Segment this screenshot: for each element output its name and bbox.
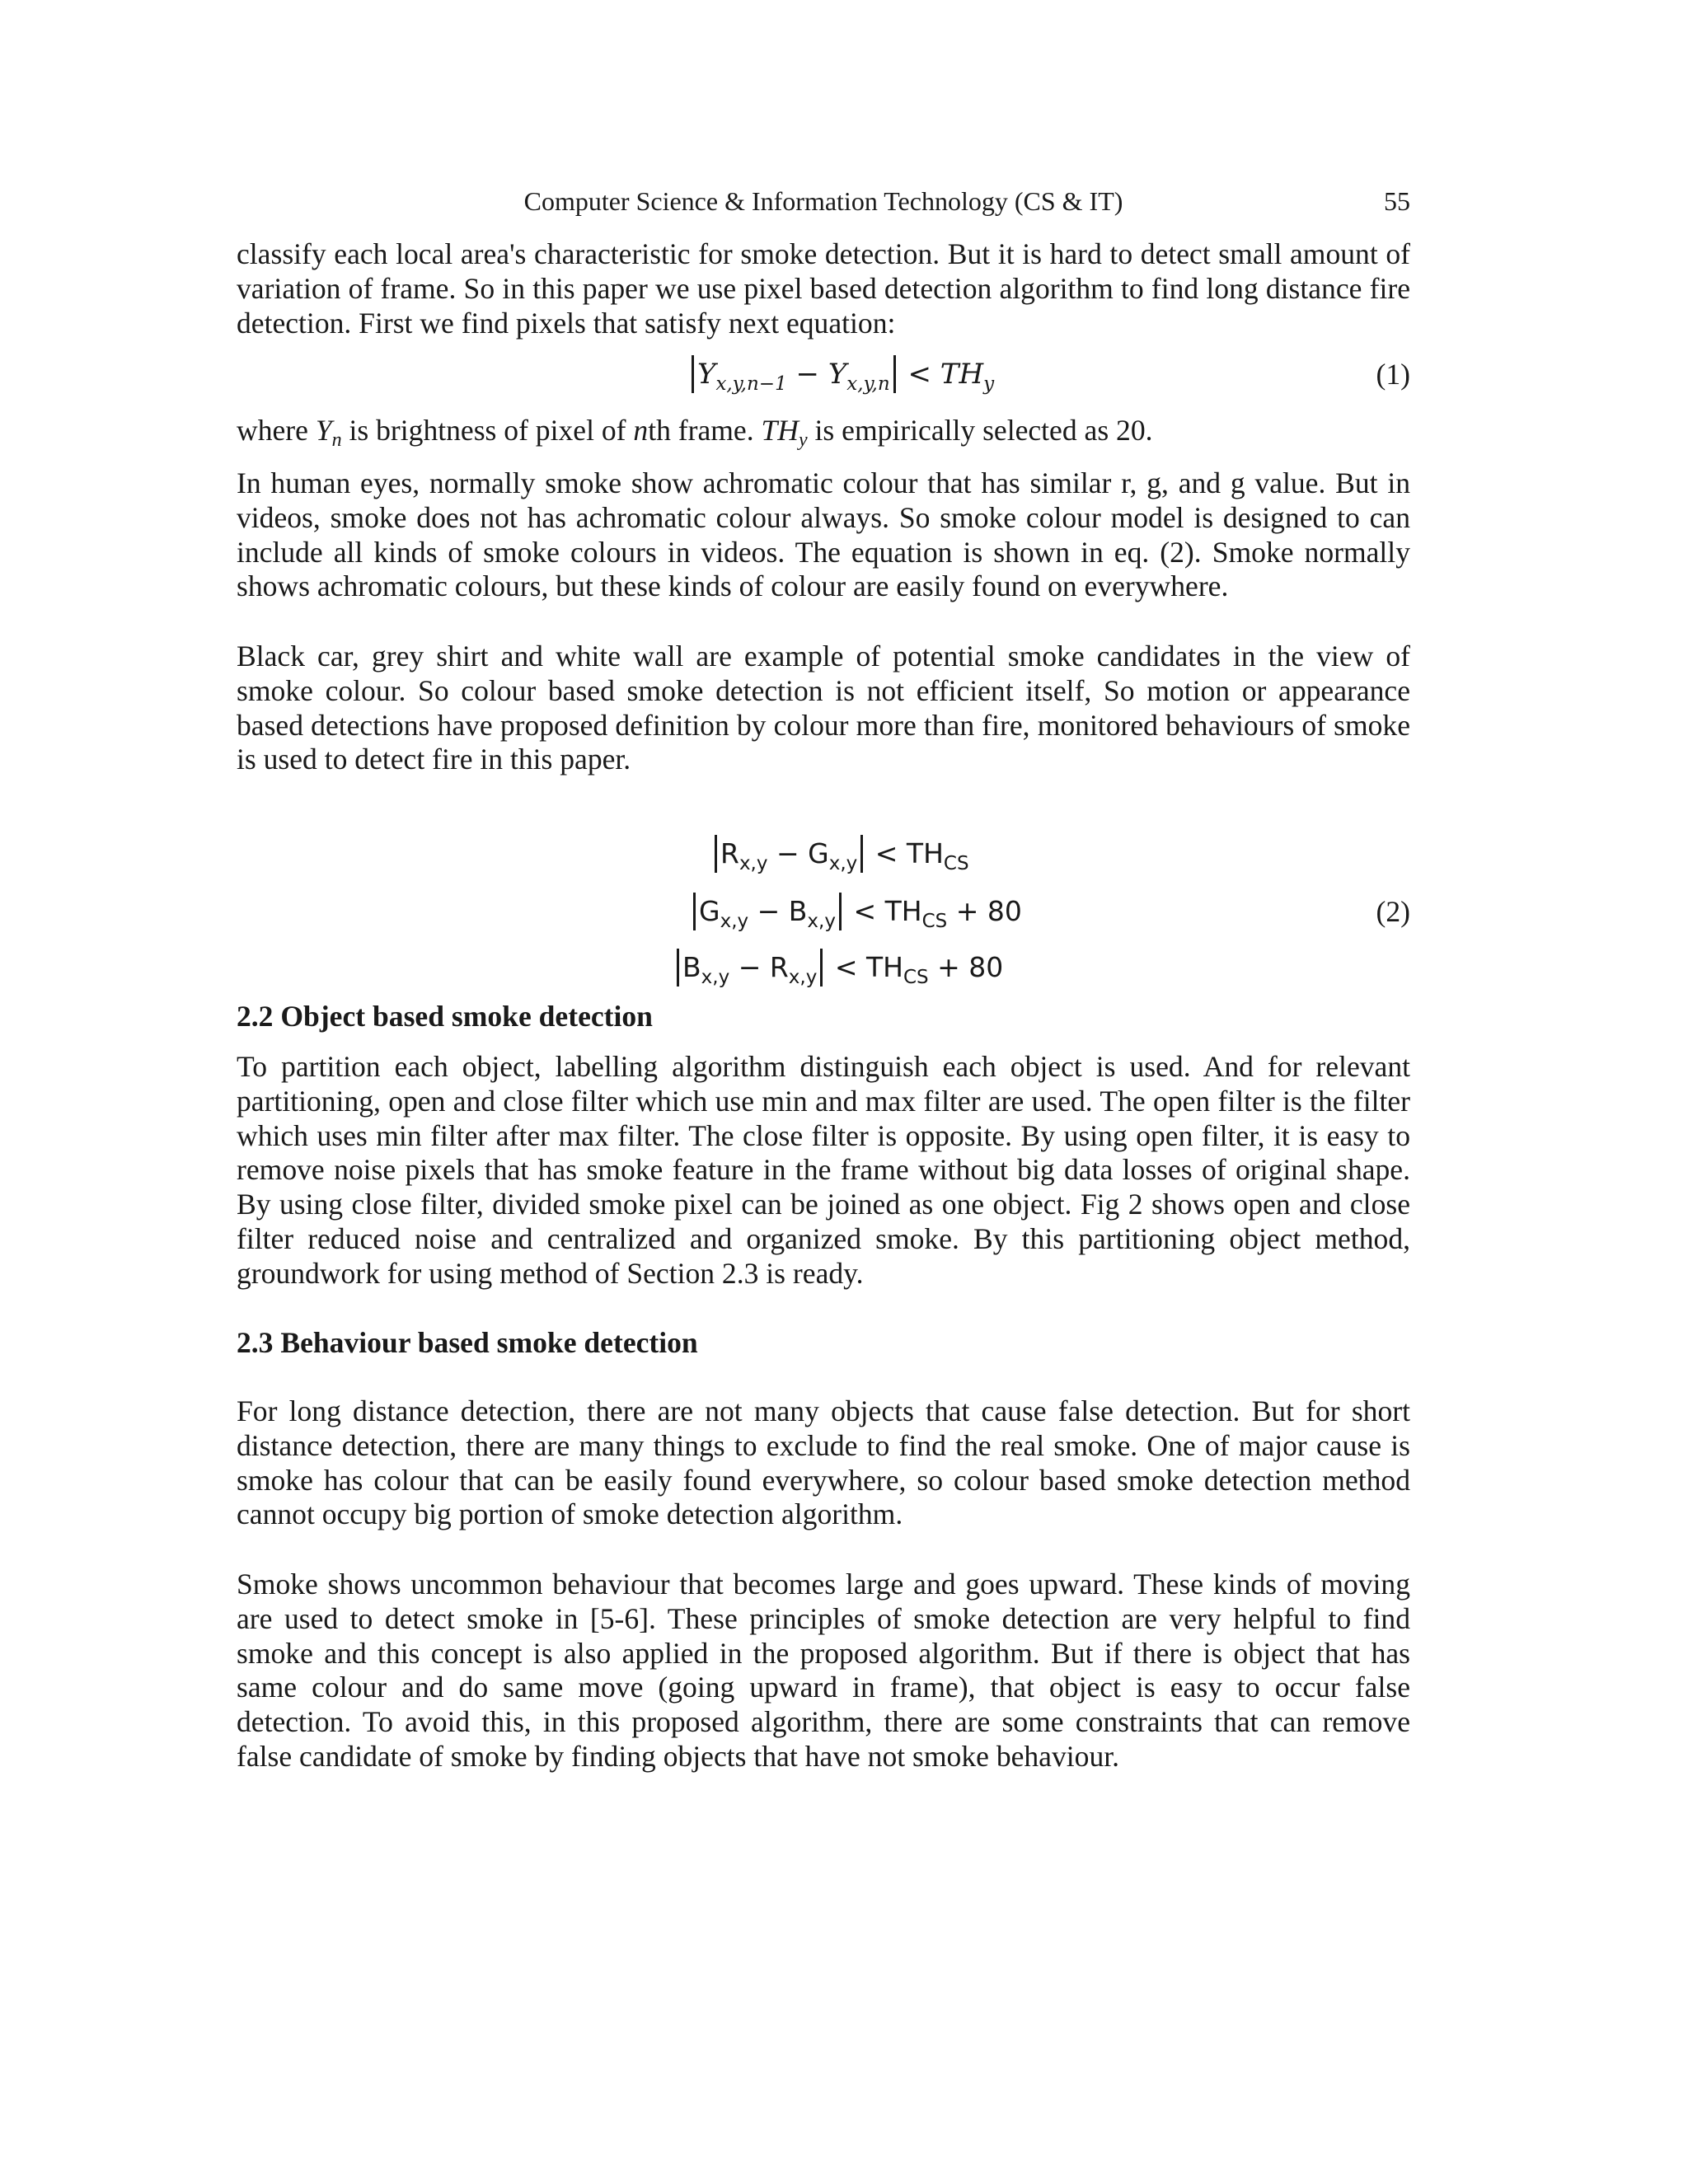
equation-2-number: (2) (1376, 895, 1410, 928)
paragraph-candidates: Black car, grey shirt and white wall are example of potential smoke candidates in the view of smoke colour. So colour based smoke detection is not efficient itself, So motion or appearance based detections have proposed definition by colour more than fire, monitored behaviours of smoke is used to detect fire in this paper. (237, 640, 1410, 776)
journal-title: Computer Science & Information Technology (CS & IT) (523, 186, 1123, 216)
equation-2-line-2: $G_{x,y} - B_{x,y} < TH_{CS} + 80$ (2) (237, 892, 1410, 931)
paragraph-colour-model: In human eyes, normally smoke show achromatic colour that has similar r, g, and g value. But in videos, smoke does not has achromatic colour always. So smoke colour model is designed to can include all kinds of smoke colours in videos. The equation is shown in eq. (2). Smoke normally shows achromatic colours, but these kinds of colour are easily found on everywhere. (237, 466, 1410, 603)
paragraph-behaviour-intro: For long distance detection, there are not many objects that cause false detection. But for short distance detection, there are many things to exclude to find the real smoke. One of major cause is smoke has colour that can be easily found everywhere, so colour based smoke detection method cannot occupy big portion of smoke detection algorithm. (237, 1394, 1410, 1531)
section-heading-2-3: 2.3 Behaviour based smoke detection (237, 1326, 698, 1359)
page-number: 55 (1384, 186, 1410, 216)
running-header (237, 183, 1410, 219)
paragraph-intro: classify each local area's characteristic for smoke detection. But it is hard to detect small amount of variation of frame. So in this paper we use pixel based detection algorithm to find long distance fire detection. First we find pixels that satisfy next equation: (237, 237, 1410, 340)
equation-1 (237, 354, 1410, 394)
equation-1-expression: $Y_{x,y,n-1} - Y_{x,y,n} < TH_y$ (688, 354, 994, 394)
equation-2-line-3: $B_{x,y} - R_{x,y} < TH_{CS} + 80$ (237, 948, 1410, 987)
equation-1-number: (1) (1376, 358, 1410, 391)
paragraph-behaviour-detail: Smoke shows uncommon behaviour that becomes large and goes upward. These kinds of moving are used to detect smoke in [5-6]. These principles of smoke detection are very helpful to find smoke and this concept is also applied in the proposed algorithm. But if there is object that has same colour and do same move (going upward in frame), that object is easy to occur false detection. To avoid this, in this proposed algorithm, there are some constraints that can remove false candidate of smoke by finding objects that have not smoke behaviour. (237, 1568, 1410, 1773)
paragraph-object-detection: To partition each object, labelling algorithm distinguish each object is used. And for relevant partitioning, open and close filter which use min and max filter are used. The open filter is the filter which uses min filter after max filter. The close filter is opposite. By using open filter, it is easy to remove noise pixels that has smoke feature in the frame without big data losses of original shape. By using close filter, divided smoke pixel can be joined as one object. Fig 2 shows open and close filter reduced noise and centralized and organized smoke. By this partitioning object method, groundwork for using method of Section 2.3 is ready. (237, 1050, 1410, 1290)
where-line: where Yn is brightness of pixel of nth frame. THy is empirically selected as 20. (237, 414, 1153, 451)
equation-2-line-1: $R_{x,y} - G_{x,y} < TH_{CS}$ (237, 834, 1410, 874)
section-heading-2-2: 2.2 Object based smoke detection (237, 1000, 653, 1033)
